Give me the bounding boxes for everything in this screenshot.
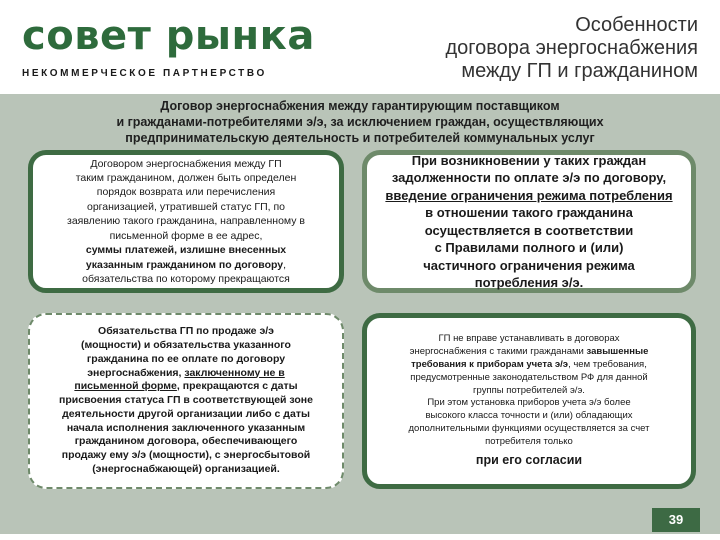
card-text: гражданином договора, обеспечивающего	[74, 435, 298, 448]
card-text: обязательства по которому прекращаются	[82, 272, 290, 285]
intro-line: Договор энергоснабжения между гарантирующим поставщиком	[160, 99, 560, 113]
intro-line: предпринимательскую деятельность и потребителей коммунальных услуг	[125, 131, 595, 145]
card-text: энергоснабжения с такими гражданами	[409, 346, 587, 358]
card-text-underlined: заключенному не в	[184, 366, 285, 379]
logo-wordmark: совет рынка	[22, 13, 315, 59]
slide-title-line: договора энергоснабжения	[445, 37, 698, 59]
slide-title-line: между ГП и гражданином	[461, 60, 698, 82]
card-text-line	[411, 359, 647, 372]
card-text: частичного ограничения режима	[423, 257, 635, 273]
card-text: высокого класса точности и (или) обладающих	[425, 410, 633, 422]
slide-title-line: Особенности	[575, 14, 698, 36]
card-text: организацией, утратившей статус ГП, по	[86, 200, 286, 213]
card-text: заявлению такого гражданина, направленному в	[67, 215, 305, 228]
card-text: Обязательства ГП по продаже э/э	[98, 325, 274, 338]
card-text: с Правилами полного и (или)	[434, 240, 624, 255]
card-text: осуществляется в соответствии	[424, 222, 634, 238]
card-text-emphasis: завышенные	[586, 346, 649, 358]
card-text: деятельности другой организации либо с даты	[62, 407, 310, 420]
card-text: (энергоснабжающей) организацией.	[92, 463, 280, 476]
card-text: При возникновении у таких граждан	[411, 152, 647, 168]
card-text-line	[410, 346, 649, 359]
intro-heading	[60, 98, 660, 146]
page-number: 39	[652, 508, 700, 532]
card-text: , прекращаются с даты	[176, 380, 298, 393]
card-text-line	[87, 367, 285, 381]
card-text-emphasis: при его согласии	[475, 452, 583, 467]
card-text-underlined: письменной форме	[74, 380, 177, 393]
card-text-emphasis: требования к приборам учета э/э	[411, 359, 569, 370]
logo	[22, 13, 315, 79]
card-text: Договором энергоснабжения между ГП	[90, 157, 282, 170]
card-text: письменной форме в ее адрес,	[109, 229, 263, 242]
card-text: энергоснабжения,	[87, 366, 185, 379]
card-text: группы потребителей э/э.	[473, 384, 585, 396]
card-text: предусмотренные законодательством РФ для данной	[410, 371, 648, 383]
card-text: ,	[283, 258, 287, 271]
intro-line: и гражданами-потребителями э/э, за исключением граждан, осуществляющих	[116, 115, 604, 129]
card-text: порядок возврата или перечисления	[96, 186, 276, 199]
card-text: присвоения статуса ГП в соответствующей зоне	[59, 394, 313, 407]
card-text: таким гражданином, должен быть определен	[75, 172, 297, 185]
card-text: задолженности по оплате э/э по договору,	[391, 170, 667, 185]
card-payment-refund	[28, 150, 344, 293]
card-metering-requirements	[362, 313, 696, 489]
card-debt-restriction	[362, 150, 696, 293]
card-obligations-termination	[28, 313, 344, 489]
slide-title	[378, 14, 698, 83]
card-text: ГП не вправе устанавливать в договорах	[438, 333, 620, 345]
card-text: При этом установка приборов учета э/э более	[427, 397, 631, 409]
card-text: в отношении такого гражданина	[425, 205, 633, 220]
card-text: дополнительными функциями осуществляется за счет	[408, 422, 650, 434]
card-text-emphasis: суммы платежей, излишне внесенных	[85, 244, 287, 257]
card-text-underlined: введение ограничения режима потребления	[385, 187, 673, 203]
card-text-line	[74, 380, 297, 394]
card-text-line	[86, 258, 286, 272]
card-text-emphasis: указанным гражданином по договору	[85, 258, 284, 271]
card-text: потребителя только	[485, 435, 573, 447]
card-text: начала исполнения заключенного указанным	[66, 421, 306, 434]
card-text: (мощности) и обязательства указанного	[81, 338, 291, 351]
logo-subtitle: НЕКОММЕРЧЕСКОЕ ПАРТНЕРСТВО	[22, 68, 267, 79]
card-text: потребления э/э.	[474, 275, 584, 290]
card-text: гражданина по ее оплате по договору	[86, 352, 286, 365]
card-text: продажу ему э/э (мощности), с энергосбытовой	[61, 449, 311, 462]
card-text: , чем требования,	[568, 359, 647, 370]
